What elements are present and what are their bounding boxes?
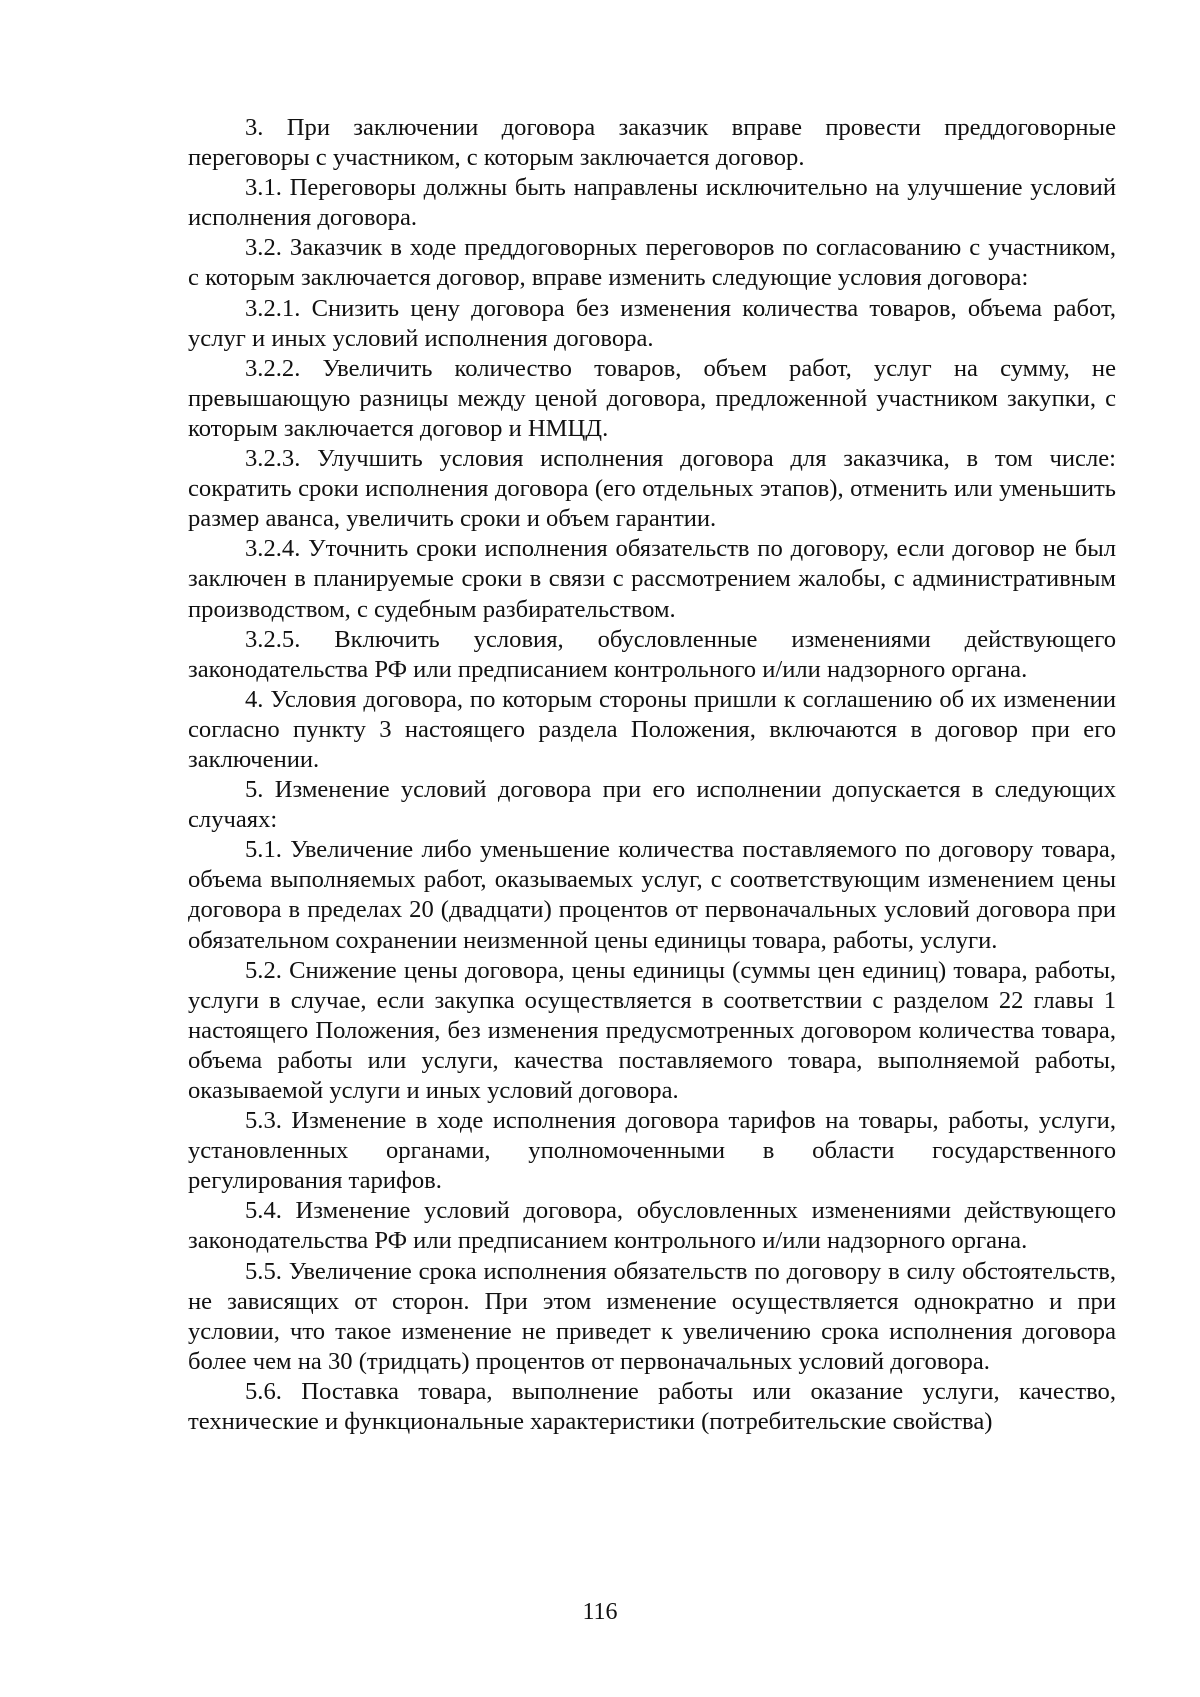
paragraph-5-4: 5.4. Изменение условий договора, обусловленных изменениями действующего законодательства РФ или предписанием контрольного и/или надзорного органа. (188, 1197, 1116, 1255)
paragraph-3-2-3: 3.2.3. Улучшить условия исполнения договора для заказчика, в том числе: сократить сроки исполнения договора (его отдельных этапов), отменить или уменьшить размер аванса, увеличить сроки и объем гарантии. (188, 445, 1116, 533)
paragraph-3-2-4: 3.2.4. Уточнить сроки исполнения обязательств по договору, если договор не был заключен в планируемые сроки в связи с рассмотрением жалобы, с административным производством, с судебным разбирательством. (188, 535, 1116, 623)
paragraph-3: 3. При заключении договора заказчик вправе провести преддоговорные переговоры с участником, с которым заключается договор. (188, 114, 1116, 172)
paragraph-5-6: 5.6. Поставка товара, выполнение работы или оказание услуги, качество, технические и функциональные характеристики (потребительские свойства) (188, 1377, 1116, 1436)
paragraph-3-2-5: 3.2.5. Включить условия, обусловленные изменениями действующего законодательства РФ или предписанием контрольного и/или надзорного органа. (188, 625, 1116, 683)
paragraph-5-1: 5.1. Увеличение либо уменьшение количества поставляемого по договору товара, объема выполняемых работ, оказываемых услуг, с соответствующим изменением цены договора в пределах 20 (двадцати) процентов от первоначальных условий договора при обязательном сохранении неизменной цены единицы товара, работы, услуги. (188, 836, 1116, 954)
paragraph-5-3: 5.3. Изменение в ходе исполнения договора тарифов на товары, работы, услуги, установленных органами, уполномоченными в области государственного регулирования тарифов. (188, 1107, 1116, 1195)
paragraph-3-1: 3.1. Переговоры должны быть направлены исключительно на улучшение условий исполнения договора. (188, 174, 1116, 232)
paragraph-5-2: 5.2. Снижение цены договора, цены единицы (суммы цен единиц) товара, работы, услуги в случае, если закупка осуществляется в соответствии с разделом 22 главы 1 настоящего Положения, без изменения предусмотренных договором количества товара, объема работы или услуги, качества поставляемого товара, выполняемой работы, оказываемой услуги и иных условий договора. (188, 956, 1116, 1104)
paragraph-3-2-2: 3.2.2. Увеличить количество товаров, объем работ, услуг на сумму, не превышающую разницы между ценой договора, предложенной участником закупки, с которым заключается договор и НМЦД. (188, 354, 1116, 442)
paragraph-5: 5. Изменение условий договора при его исполнении допускается в следующих случаях: (188, 776, 1116, 834)
paragraph-4: 4. Условия договора, по которым стороны пришли к соглашению об их изменении согласно пункту 3 настоящего раздела Положения, включаются в договор при его заключении. (188, 685, 1116, 773)
paragraph-3-2: 3.2. Заказчик в ходе преддоговорных переговоров по согласованию с участником, с которым заключается договор, вправе изменить следующие условия договора: (188, 234, 1116, 292)
paragraph-5-5: 5.5. Увеличение срока исполнения обязательств по договору в силу обстоятельств, не зависящих от сторон. При этом изменение осуществляется однократно и при условии, что такое изменение не приведет к увеличению срока исполнения договора более чем на 30 (тридцать) процентов от первоначальных условий договора. (188, 1257, 1116, 1375)
paragraph-3-2-1: 3.2.1. Снизить цену договора без изменения количества товаров, объема работ, услуг и иных условий исполнения договора. (188, 294, 1116, 352)
document-body (188, 113, 1116, 1437)
page-number: 116 (582, 1599, 618, 1625)
